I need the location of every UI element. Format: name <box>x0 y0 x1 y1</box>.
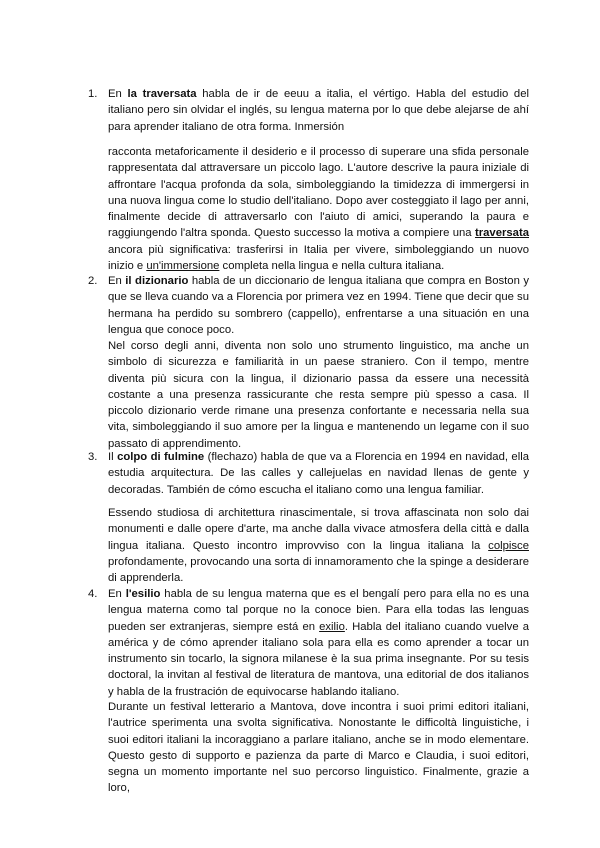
item-3-title: colpo di fulmine <box>117 451 205 463</box>
list-number: 4. <box>88 588 98 600</box>
item-1-body: racconta metaforicamente il desiderio e il processo di superare una sfida personale rappresentata dal attraversare un piccolo lago. L'autore descrive la paura iniziale di affrontare l'acqua profonda da sola, simboleggiando la timidezza di immergersi in una nuova lingua come lo studio dell'italiano. Dopo aver costeggiato il lago per anni, finalmente decide di attraversarlo con l'aiuto di amici, superando la paura e raggiungendo l'altra sponda. Questo successo la motiva a compiere una traversata ancora più significativa: trasferirsi in Italia per vivere, simboleggiando un nuovo inizio e un'immersione completa nella lingua e nella cultura italiana. <box>108 146 529 273</box>
item-3-intro: Il colpo di fulmine (flechazo) habla de que va a Florencia en 1994 en navidad, ella estudia arquitectura. De las calles y callejuelas en navidad llenas de gente y decoradas. También de cómo escucha el italiano como una lengua familiar. <box>108 451 529 496</box>
immersione-underlined: un'immersione <box>146 260 220 273</box>
item-4-intro: En l'esilio habla de su lengua materna que es el bengalí pero para ella no es una lengua materna como tal porque no la conoce bien. Para ella todas las lenguas pueden ser extranjeras, siempre está en exilio. Habla del italiano cuando vuelve a américa y de cómo aprender italiano sola para ella es como aprender a tocar un instrumento sin tocarlo, la signora milanese è la sua prima insegnante. Por su tesis doctoral, la invitan al festival de literatura de mantova, una editorial de dos italianos y habla de la frustración de equivocarse hablando italiano. <box>108 588 529 698</box>
traversata-underlined: traversata <box>474 227 529 240</box>
item-1-title: la traversata <box>127 88 197 100</box>
item-3-body: Essendo studiosa di architettura rinascimentale, si trova affascinata non solo dai monumenti e dalle opere d'arte, ma anche dalla vivace atmosfera della città e dalla lingua italiana. Questo incontro improvviso con la lingua italiana la colpisce profondamente, provocando una sorta di innamoramento che la spinge a desiderare di apprenderla. <box>108 507 529 585</box>
item-4-title: l'esilio <box>125 588 161 600</box>
item-4-body: Durante un festival letterario a Mantova, dove incontra i suoi primi editori italiani, l'autrice sperimenta una svolta significativa. Nonostante le difficoltà linguistiche, i suoi editori italiani la incoraggiano a parlare italiano, anche se in modo elementare. Questo gesto di supporto e pazienza da parte di Marco e Claudia, i suoi editori, segna un momento importante nel suo percorso linguistico. Finalmente, grazie a loro, <box>108 701 529 795</box>
list-number: 2. <box>88 275 98 287</box>
item-2-body: Nel corso degli anni, diventa non solo uno strumento linguistico, ma anche un simbolo di sicurezza e familiarità in un paese straniero. Con il tempo, mentre diventa più sicura con la lingua, il dizionario passa da essere una necessità costante a una presenza rassicurante che resta sempre più spesso a casa. Il piccolo dizionario verde rimane una presenza confortante e necessaria nella sua vita, simboleggiando il suo amore per la lingua e mantenendo un legame con il suo passato di apprendimento. <box>108 340 529 450</box>
exilio-underlined: exilio <box>319 620 345 633</box>
item-2-title: il dizionario <box>125 275 189 287</box>
colpisce-underlined: colpisce <box>488 539 529 552</box>
item-2-intro: En il dizionario habla de un diccionario de lengua italiana que compra en Boston y que se lleva cuando va a Florencia por primera vez en 1994. Tiene que decir que su hermana ha perdido su sombrero (cappello), enfrentarse a una situación en una lengua que conoce poco. <box>108 275 529 336</box>
list-number: 3. <box>88 451 98 463</box>
item-1-intro: En la traversata habla de ir de eeuu a italia, el vértigo. Habla del estudio del italiano pero sin olvidar el inglés, su lengua materna por lo que debe alejarse de ahí para aprender italiano de otra forma. Inmersión <box>108 88 529 133</box>
list-number: 1. <box>88 88 98 100</box>
